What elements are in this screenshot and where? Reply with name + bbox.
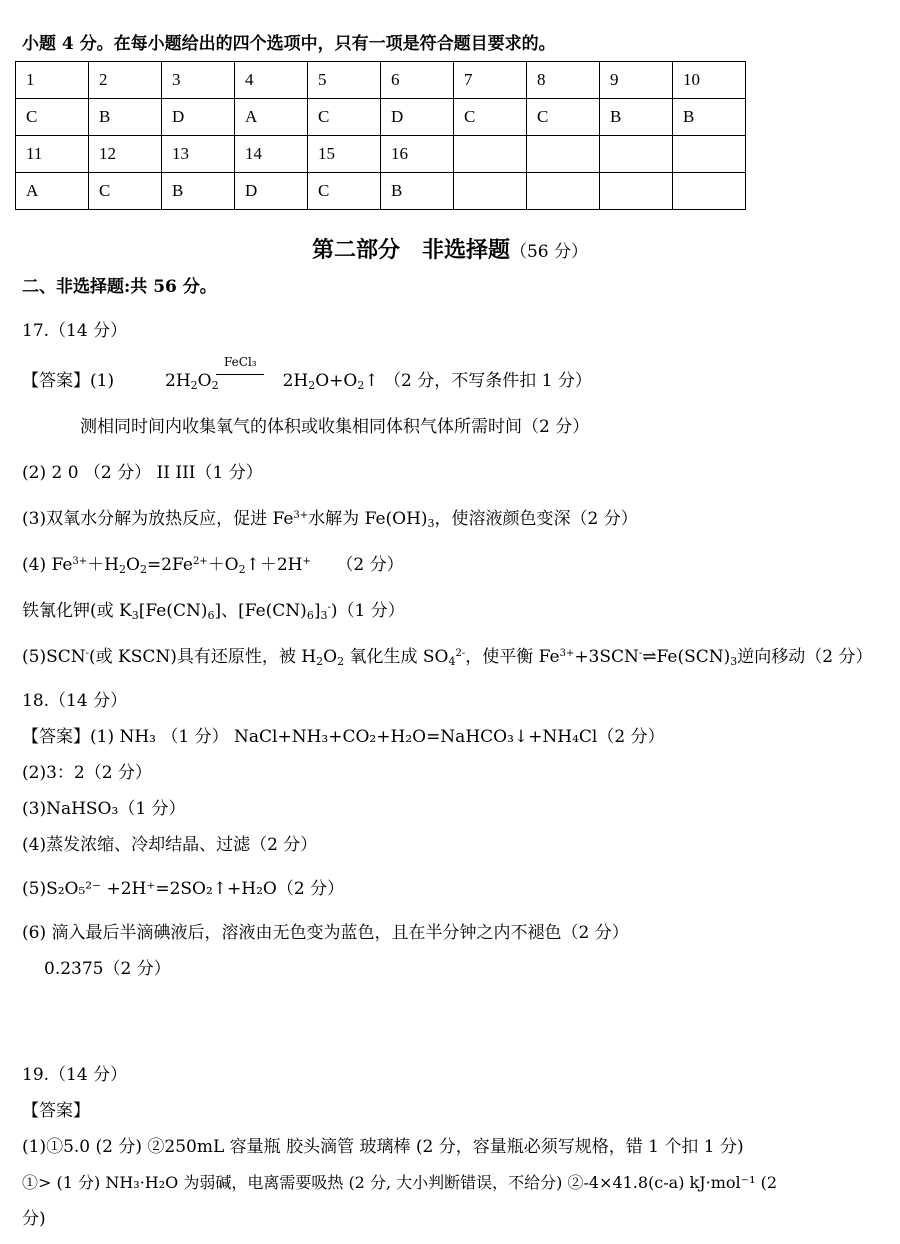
q17-line4: (4) $Fe^{3+}+H_2O_2=2Fe^{2+}+O_2↑+2H^+$ （2 分） <box>22 555 404 576</box>
q17-line3: (3)双氧水分解为放热反应，促进 $Fe^{3+}$水解为 $Fe(OH)_3$，使溶液颜色变深（2 分） <box>22 509 638 530</box>
q17-line6h: 逆向移动（2 分） <box>737 647 873 667</box>
q17-line6f: +3SCN <box>574 647 639 667</box>
q18-line3: (3)NaHSO₃（1 分） <box>22 799 186 819</box>
table-cell: 7 <box>454 62 527 99</box>
part2-title <box>0 233 900 264</box>
table-cell: 1 <box>16 62 89 99</box>
q17-label: 【答案】(1) <box>22 371 115 391</box>
q19-line2b: 分) <box>22 1209 46 1229</box>
table-cell: 2 <box>89 62 162 99</box>
q18-line2: (2)3：2（2 分） <box>22 763 152 783</box>
q17-line2: (2) 2 0 （2 分） II III（1 分） <box>22 463 263 483</box>
q17-reaction-arrow <box>216 374 264 375</box>
table-cell: D <box>162 99 235 136</box>
table-cell: C <box>454 99 527 136</box>
q17-line5a: 铁氰化钾(或 K <box>22 601 132 621</box>
table-cell: 14 <box>235 136 308 173</box>
table-cell: D <box>235 173 308 210</box>
table-cell: B <box>381 173 454 210</box>
q19-line1: (1)①5.0 (2 分) ②250mL 容量瓶 胶头滴管 玻璃棒 (2 分，容量瓶必须写规格，错 1 个扣 1 分) <box>22 1137 744 1157</box>
table-row <box>16 99 746 136</box>
section-heading: 二、非选择题:共 56 分。 <box>22 277 217 297</box>
table-cell <box>527 173 600 210</box>
q17-equation: $2H_2O_2$ $2H_2O+O_2↑$ （2 分，不写条件扣 1 分） <box>165 371 592 392</box>
q19-line2a: ①> (1 分) NH₃·H₂O 为弱碱，电离需要吸热 (2 分, 大小判断错误，不给分) ②-4×41.8(c-a) kJ·mol⁻¹ (2 <box>22 1173 778 1192</box>
table-cell: C <box>527 99 600 136</box>
table-cell <box>600 136 673 173</box>
q18-line5: (5)S₂O₅²⁻ +2H⁺=2SO₂↑+H₂O（2 分） <box>22 879 345 899</box>
table-cell: B <box>600 99 673 136</box>
table-cell: 8 <box>527 62 600 99</box>
q18-line1: 【答案】(1) NH₃ （1 分） NaCl+NH₃+CO₂+H₂O=NaHCO₃↓+NH₄Cl（2 分） <box>22 727 665 747</box>
table-cell <box>454 136 527 173</box>
q17-line5e: )（1 分） <box>330 601 405 621</box>
q17-condition: FeCl₃ <box>224 355 257 369</box>
table-cell: 15 <box>308 136 381 173</box>
table-cell: 10 <box>673 62 746 99</box>
answer-table <box>15 61 746 210</box>
q17-line3b: 水解为 Fe(OH) <box>308 509 428 529</box>
table-cell: A <box>235 99 308 136</box>
q17-line5b: [Fe(CN) <box>138 601 208 621</box>
q17-answer-line1 <box>22 370 114 392</box>
table-cell: 13 <box>162 136 235 173</box>
table-cell: B <box>89 99 162 136</box>
table-cell <box>673 136 746 173</box>
table-cell: B <box>162 173 235 210</box>
q18-line6: (6) 滴入最后半滴碘液后，溶液由无色变为蓝色，且在半分钟之内不褪色（2 分） <box>22 923 629 943</box>
table-cell: 9 <box>600 62 673 99</box>
table-cell: 6 <box>381 62 454 99</box>
q17-note1: （2 分，不写条件扣 1 分） <box>384 371 592 391</box>
q17-line1b: 测相同时间内收集氧气的体积或收集相同体积气体所需时间（2 分） <box>80 417 590 437</box>
table-cell: 4 <box>235 62 308 99</box>
q17-line6c: O <box>323 647 338 667</box>
table-cell: C <box>16 99 89 136</box>
table-cell: A <box>16 173 89 210</box>
table-cell: 3 <box>162 62 235 99</box>
q17-line6a: (5)SCN <box>22 647 86 667</box>
q19-label: 【答案】 <box>22 1101 90 1121</box>
table-cell <box>454 173 527 210</box>
table-cell <box>600 173 673 210</box>
q17-line5: 铁氰化钾(或 $K_3[Fe(CN)_6]$、$[Fe(CN)_6]_3^-)(1$ 分） <box>22 601 405 622</box>
q17-line5c: ]、[Fe(CN) <box>214 601 307 621</box>
q17-line6b: (或 KSCN)具有还原性，被 H <box>89 647 317 667</box>
table-cell <box>673 173 746 210</box>
table-cell: C <box>308 99 381 136</box>
q17-line6e: ，使平衡 Fe <box>465 647 560 667</box>
table-cell: C <box>308 173 381 210</box>
q17-line6: (5)SCN-(或 KSCN)具有还原性，被 $H_2O_2$ 氧化生成 $SO_4^{2-}$，使平衡 $Fe^{3+}+3SCN^-\rightleftharpoons Fe(SCN)_3$逆向移动（2 分） <box>22 647 873 668</box>
table-cell <box>527 136 600 173</box>
table-cell: D <box>381 99 454 136</box>
header-line: 小题 4 分。在每小题给出的四个选项中，只有一项是符合题目要求的。 <box>22 34 556 54</box>
q17-line6g: ⇌Fe(SCN) <box>642 647 731 667</box>
q18-line7: 0.2375（2 分） <box>44 959 171 979</box>
q17-number: 17.（14 分） <box>22 321 128 341</box>
table-cell: B <box>673 99 746 136</box>
table-row <box>16 173 746 210</box>
q17-line3a: (3)双氧水分解为放热反应，促进 Fe <box>22 509 294 529</box>
part2-heading: 第二部分 非选择题 <box>311 237 510 263</box>
table-cell: 16 <box>381 136 454 173</box>
table-row <box>16 136 746 173</box>
table-cell: 5 <box>308 62 381 99</box>
q18-number: 18.（14 分） <box>22 691 128 711</box>
q17-line6d: 氧化生成 SO <box>344 647 449 667</box>
table-cell: C <box>89 173 162 210</box>
q18-line4: (4)蒸发浓缩、冷却结晶、过滤（2 分） <box>22 835 318 855</box>
table-row <box>16 62 746 99</box>
part2-score: （56 分） <box>509 242 589 262</box>
table-cell: 12 <box>89 136 162 173</box>
table-cell: 11 <box>16 136 89 173</box>
q17-line5d: ] <box>313 601 321 621</box>
q17-line3c: ，使溶液颜色变深（2 分） <box>434 509 638 529</box>
q19-number: 19.（14 分） <box>22 1065 128 1085</box>
